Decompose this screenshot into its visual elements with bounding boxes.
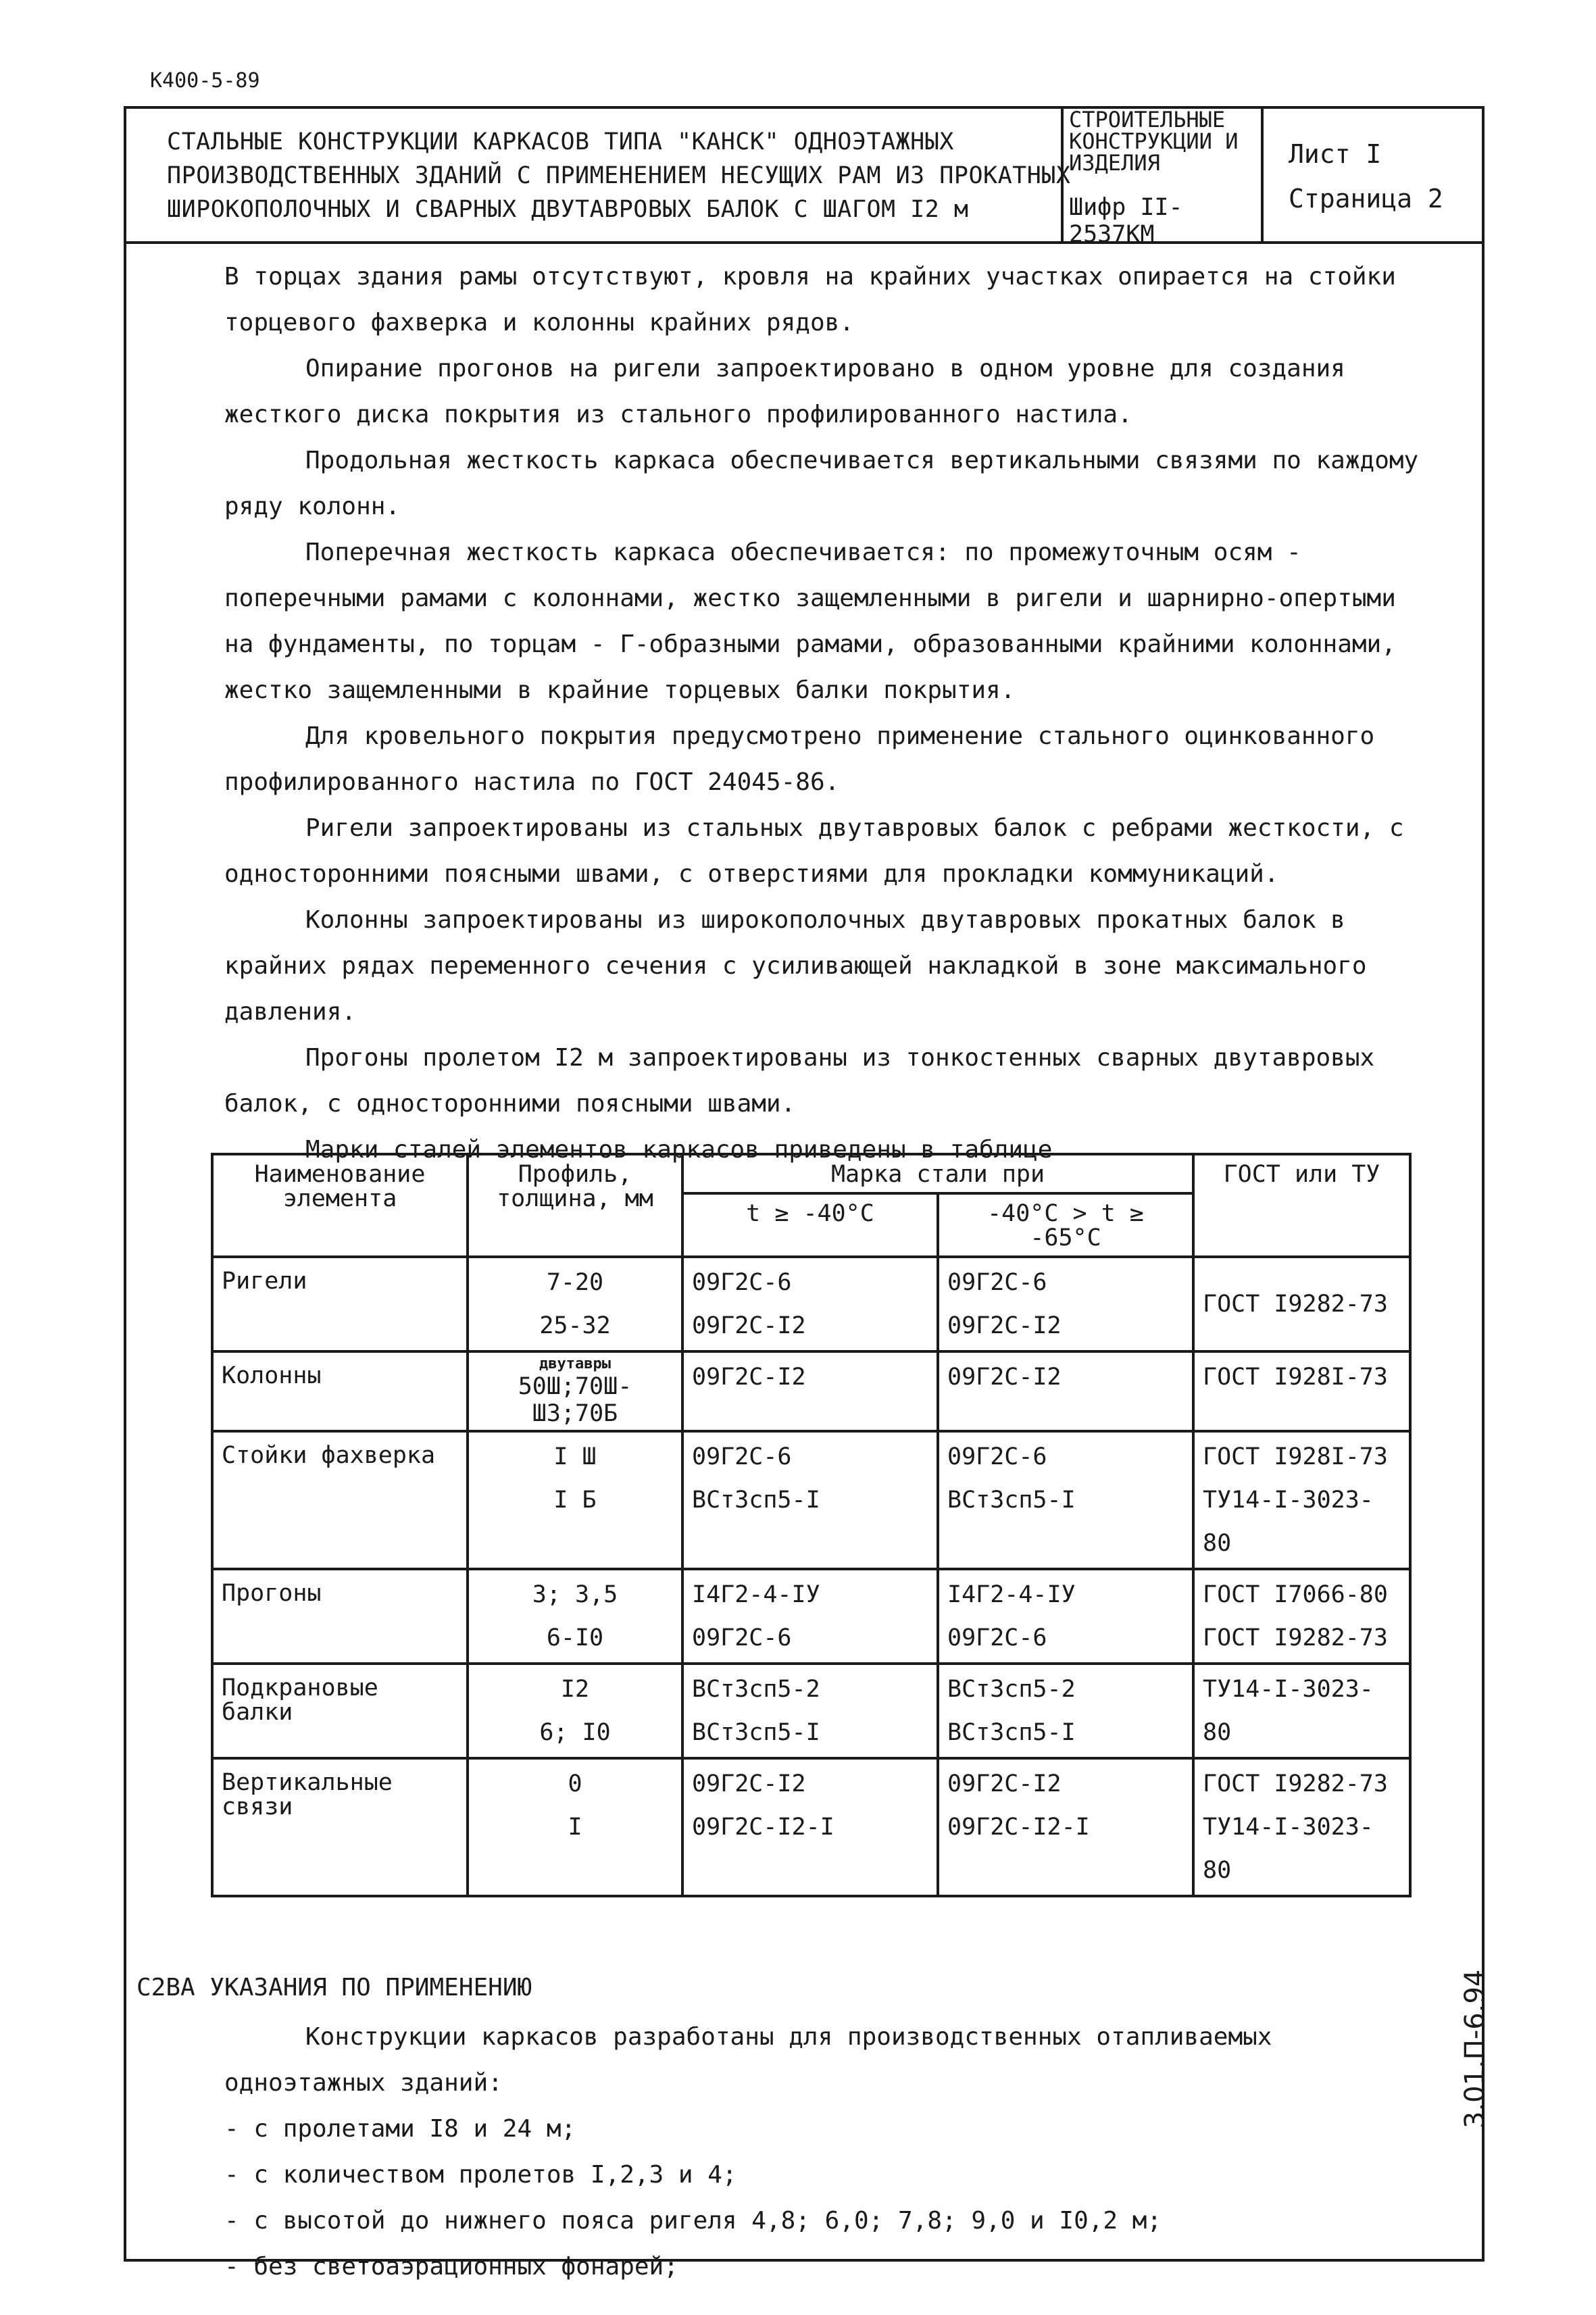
paragraph: Опирание прогонов на ригели запроектировано в одном уровне для создания жесткого диска покрытия из стального профилированного настила. (224, 355, 1345, 428)
cell-line: ГОСТ I9282-73 (1203, 1291, 1388, 1318)
list-item: - с пролетами I8 и 24 м; (224, 2115, 576, 2143)
cell-line: ВСт3сп5-2 (947, 1676, 1076, 1703)
cell-profile (468, 1664, 682, 1758)
cell-line: ГОСТ I7066-80 (1203, 1581, 1388, 1608)
paragraph: Колонны запроектированы из широкополочных двутавровых прокатных балок в крайних рядах переменного сечения с усиливающей накладкой в зоне максимального давления. (224, 906, 1367, 1026)
title-line: ШИРОКОПОЛОЧНЫХ И СВАРНЫХ ДВУТАВРОВЫХ БАЛОК С ШАГОМ I2 м (167, 196, 969, 223)
cell-line: 09Г2С-6 (692, 1443, 792, 1470)
body-text (224, 254, 1420, 1173)
cell-line: 6-I0 (546, 1624, 604, 1651)
cell-name (212, 1758, 468, 1896)
paragraph: Марки сталей элементов каркасов приведены в таблице (305, 1136, 1053, 1164)
cell-line: 09Г2С-I2 (692, 1312, 806, 1339)
cell-gost (1193, 1758, 1410, 1896)
cell-gost (1193, 1257, 1410, 1351)
page-frame (124, 106, 1485, 2281)
cell-steel-1 (682, 1758, 938, 1896)
cell-line: ГОСТ I9282-73 (1203, 1770, 1388, 1797)
header-gost: ГОСТ или ТУ (1193, 1154, 1410, 1257)
cell-name (212, 1569, 468, 1664)
cell-steel-2 (938, 1431, 1193, 1569)
cipher: Шифр II-2537КМ (1069, 194, 1183, 248)
series-block (1061, 107, 1264, 248)
cell-line: 09Г2С-I2 (692, 1770, 806, 1797)
title-line: ПРОИЗВОДСТВЕННЫХ ЗДАНИЙ С ПРИМЕНЕНИЕМ НЕСУЩИХ РАМ ИЗ ПРОКАТНЫХ (167, 162, 1071, 189)
cell-line: ВСт3сп5-I (947, 1487, 1076, 1514)
cell-steel-1 (682, 1431, 938, 1569)
cell-line: 09Г2С-I2 (692, 1364, 806, 1391)
profile-note: двутавры (539, 1355, 611, 1372)
cell-line: ГОСТ I928I-73 (1203, 1443, 1388, 1470)
cell-line: 09Г2С-I2-I (947, 1814, 1090, 1841)
cell-line: 09Г2С-I2 (947, 1312, 1062, 1339)
cell-line: ГОСТ I9282-73 (1203, 1624, 1388, 1651)
cell-line: 50Ш;70Ш-Ш3;70Б (518, 1373, 632, 1427)
cell-line: Колонны (222, 1362, 322, 1389)
series-line: КОНСТРУКЦИИ И (1069, 128, 1239, 154)
table-row (212, 1569, 1410, 1664)
table-row (212, 1431, 1410, 1569)
table-row (212, 1664, 1410, 1758)
cell-profile (468, 1569, 682, 1664)
steel-grades-table (211, 1153, 1412, 1897)
cell-line: 3; 3,5 (532, 1581, 618, 1608)
cell-steel-2 (938, 1351, 1193, 1431)
cell-steel-2 (938, 1257, 1193, 1351)
cell-line: ГОСТ I928I-73 (1203, 1364, 1388, 1391)
header-temp-1: t ≥ -40°C (682, 1193, 938, 1257)
table-row (212, 1758, 1410, 1896)
cell-profile (468, 1257, 682, 1351)
table-body (212, 1257, 1410, 1896)
cell-line: I Б (553, 1487, 597, 1514)
cell-line: I (568, 1814, 582, 1841)
series-line: ИЗДЕЛИЯ (1069, 150, 1160, 176)
cell-line: 25-32 (539, 1312, 611, 1339)
document-title (167, 125, 1174, 226)
cell-line: ВСт3сп5-I (692, 1487, 820, 1514)
cell-line: Стойки фахверка (222, 1442, 436, 1469)
table-row (212, 1351, 1410, 1431)
cell-line: I Ш (553, 1443, 597, 1470)
header-name: Наименование элемента (212, 1154, 468, 1257)
cell-line: Подкрановые балки (222, 1674, 378, 1726)
list-item: - с высотой до нижнего пояса ригеля 4,8; 6,0; 7,8; 9,0 и I0,2 м; (224, 2207, 1162, 2235)
cell-line: I4Г2-4-IУ (692, 1581, 820, 1608)
cell-line: I2 (560, 1676, 590, 1703)
cell-profile (468, 1758, 682, 1896)
cell-line: ВСт3сп5-I (692, 1719, 820, 1746)
cell-line: 0 (568, 1770, 582, 1797)
cell-steel-1 (682, 1351, 938, 1431)
cell-line: I4Г2-4-IУ (947, 1581, 1076, 1608)
paragraph: Поперечная жесткость каркаса обеспечивается: по промежуточным осям - поперечными рамами с колоннами, жестко защемленными в ригели и шарнирно-опертыми на фундаменты, по торцам - Г-образными рамами, образованными крайними колоннами, жестко защемленными в крайние торцевых балки покрытия. (224, 539, 1396, 704)
title-block (126, 107, 1482, 248)
paragraph: Продольная жесткость каркаса обеспечивается вертикальными связями по каждому ряду колонн. (224, 447, 1419, 520)
side-code: 3.01.П-6.94 (1460, 1969, 1491, 2129)
cell-gost (1193, 1664, 1410, 1758)
series-line: СТРОИТЕЛЬНЫЕ (1069, 107, 1226, 132)
cell-line: 09Г2С-I2-I (692, 1814, 834, 1841)
paragraph: Для кровельного покрытия предусмотрено применение стального оцинкованного профилированного настила по ГОСТ 24045-86. (224, 722, 1375, 796)
title-line: СТАЛЬНЫЕ КОНСТРУКЦИИ КАРКАСОВ ТИПА "КАНСК" ОДНОЭТАЖНЫХ (167, 128, 954, 155)
cell-name (212, 1431, 468, 1569)
cell-gost (1193, 1569, 1410, 1664)
cell-steel-2 (938, 1758, 1193, 1896)
cell-steel-1 (682, 1257, 938, 1351)
cell-line: 09Г2С-6 (947, 1443, 1047, 1470)
paragraph: Ригели запроектированы из стальных двутавровых балок с ребрами жесткости, с односторонними поясными швами, с отверстиями для прокладки коммуникаций. (224, 814, 1404, 888)
cell-steel-2 (938, 1569, 1193, 1664)
cell-name (212, 1664, 468, 1758)
cell-line: ВСт3сп5-I (947, 1719, 1076, 1746)
table-header-row (212, 1154, 1410, 1193)
list-item: - без светоаэрационных фонарей; (224, 2253, 678, 2281)
cell-line: 09Г2С-I2 (947, 1770, 1062, 1797)
cell-gost (1193, 1431, 1410, 1569)
document-code: К400-5-89 (150, 69, 260, 93)
paragraph: Прогоны пролетом I2 м запроектированы из тонкостенных сварных двутавровых балок, с односторонними поясными швами. (224, 1044, 1375, 1118)
list-item: - с количеством пролетов I,2,3 и 4; (224, 2161, 737, 2189)
cell-line: Ригели (222, 1268, 307, 1295)
cell-gost (1193, 1351, 1410, 1431)
cell-line: Прогоны (222, 1580, 322, 1607)
application-text (224, 2014, 1420, 2290)
sheet-number: Лист I (1289, 139, 1382, 169)
cell-profile (468, 1431, 682, 1569)
paragraph: В торцах здания рамы отсутствуют, кровля на крайних участках опирается на стойки торцевого фахверка и колонны крайних рядов. (224, 263, 1396, 337)
cell-line: 6; I0 (539, 1719, 611, 1746)
table-row (212, 1257, 1410, 1351)
cell-steel-2 (938, 1664, 1193, 1758)
cell-line: ТУ14-I-3023-80 (1203, 1814, 1374, 1884)
cell-line: Вертикальные связи (222, 1769, 393, 1820)
page-number: Страница 2 (1289, 184, 1443, 214)
header-temp-2: -40°C > t ≥ -65°C (938, 1193, 1193, 1257)
cell-profile (468, 1351, 682, 1431)
cell-name (212, 1257, 468, 1351)
cell-line: 09Г2С-6 (692, 1269, 792, 1296)
header-profile: Профиль, толщина, мм (468, 1154, 682, 1257)
cell-line: 7-20 (546, 1269, 604, 1296)
header-steel-group: Марка стали при (682, 1154, 1193, 1193)
cell-steel-1 (682, 1569, 938, 1664)
cell-line: 09Г2С-6 (947, 1269, 1047, 1296)
cell-line: ВСт3сп5-2 (692, 1676, 820, 1703)
cell-line: 09Г2С-6 (692, 1624, 792, 1651)
paragraph: Конструкции каркасов разработаны для производственных отапливаемых одноэтажных зданий: (224, 2023, 1272, 2097)
section-title: С2ВА УКАЗАНИЯ ПО ПРИМЕНЕНИЮ (136, 1974, 532, 2001)
cell-line: ТУ14-I-3023-80 (1203, 1487, 1374, 1557)
cell-line: 09Г2С-6 (947, 1624, 1047, 1651)
cell-name (212, 1351, 468, 1431)
cell-line: 09Г2С-I2 (947, 1364, 1062, 1391)
series-name (1069, 109, 1238, 174)
sheet-info (1289, 132, 1443, 221)
cell-line: ТУ14-I-3023-80 (1203, 1676, 1374, 1746)
cell-steel-1 (682, 1664, 938, 1758)
